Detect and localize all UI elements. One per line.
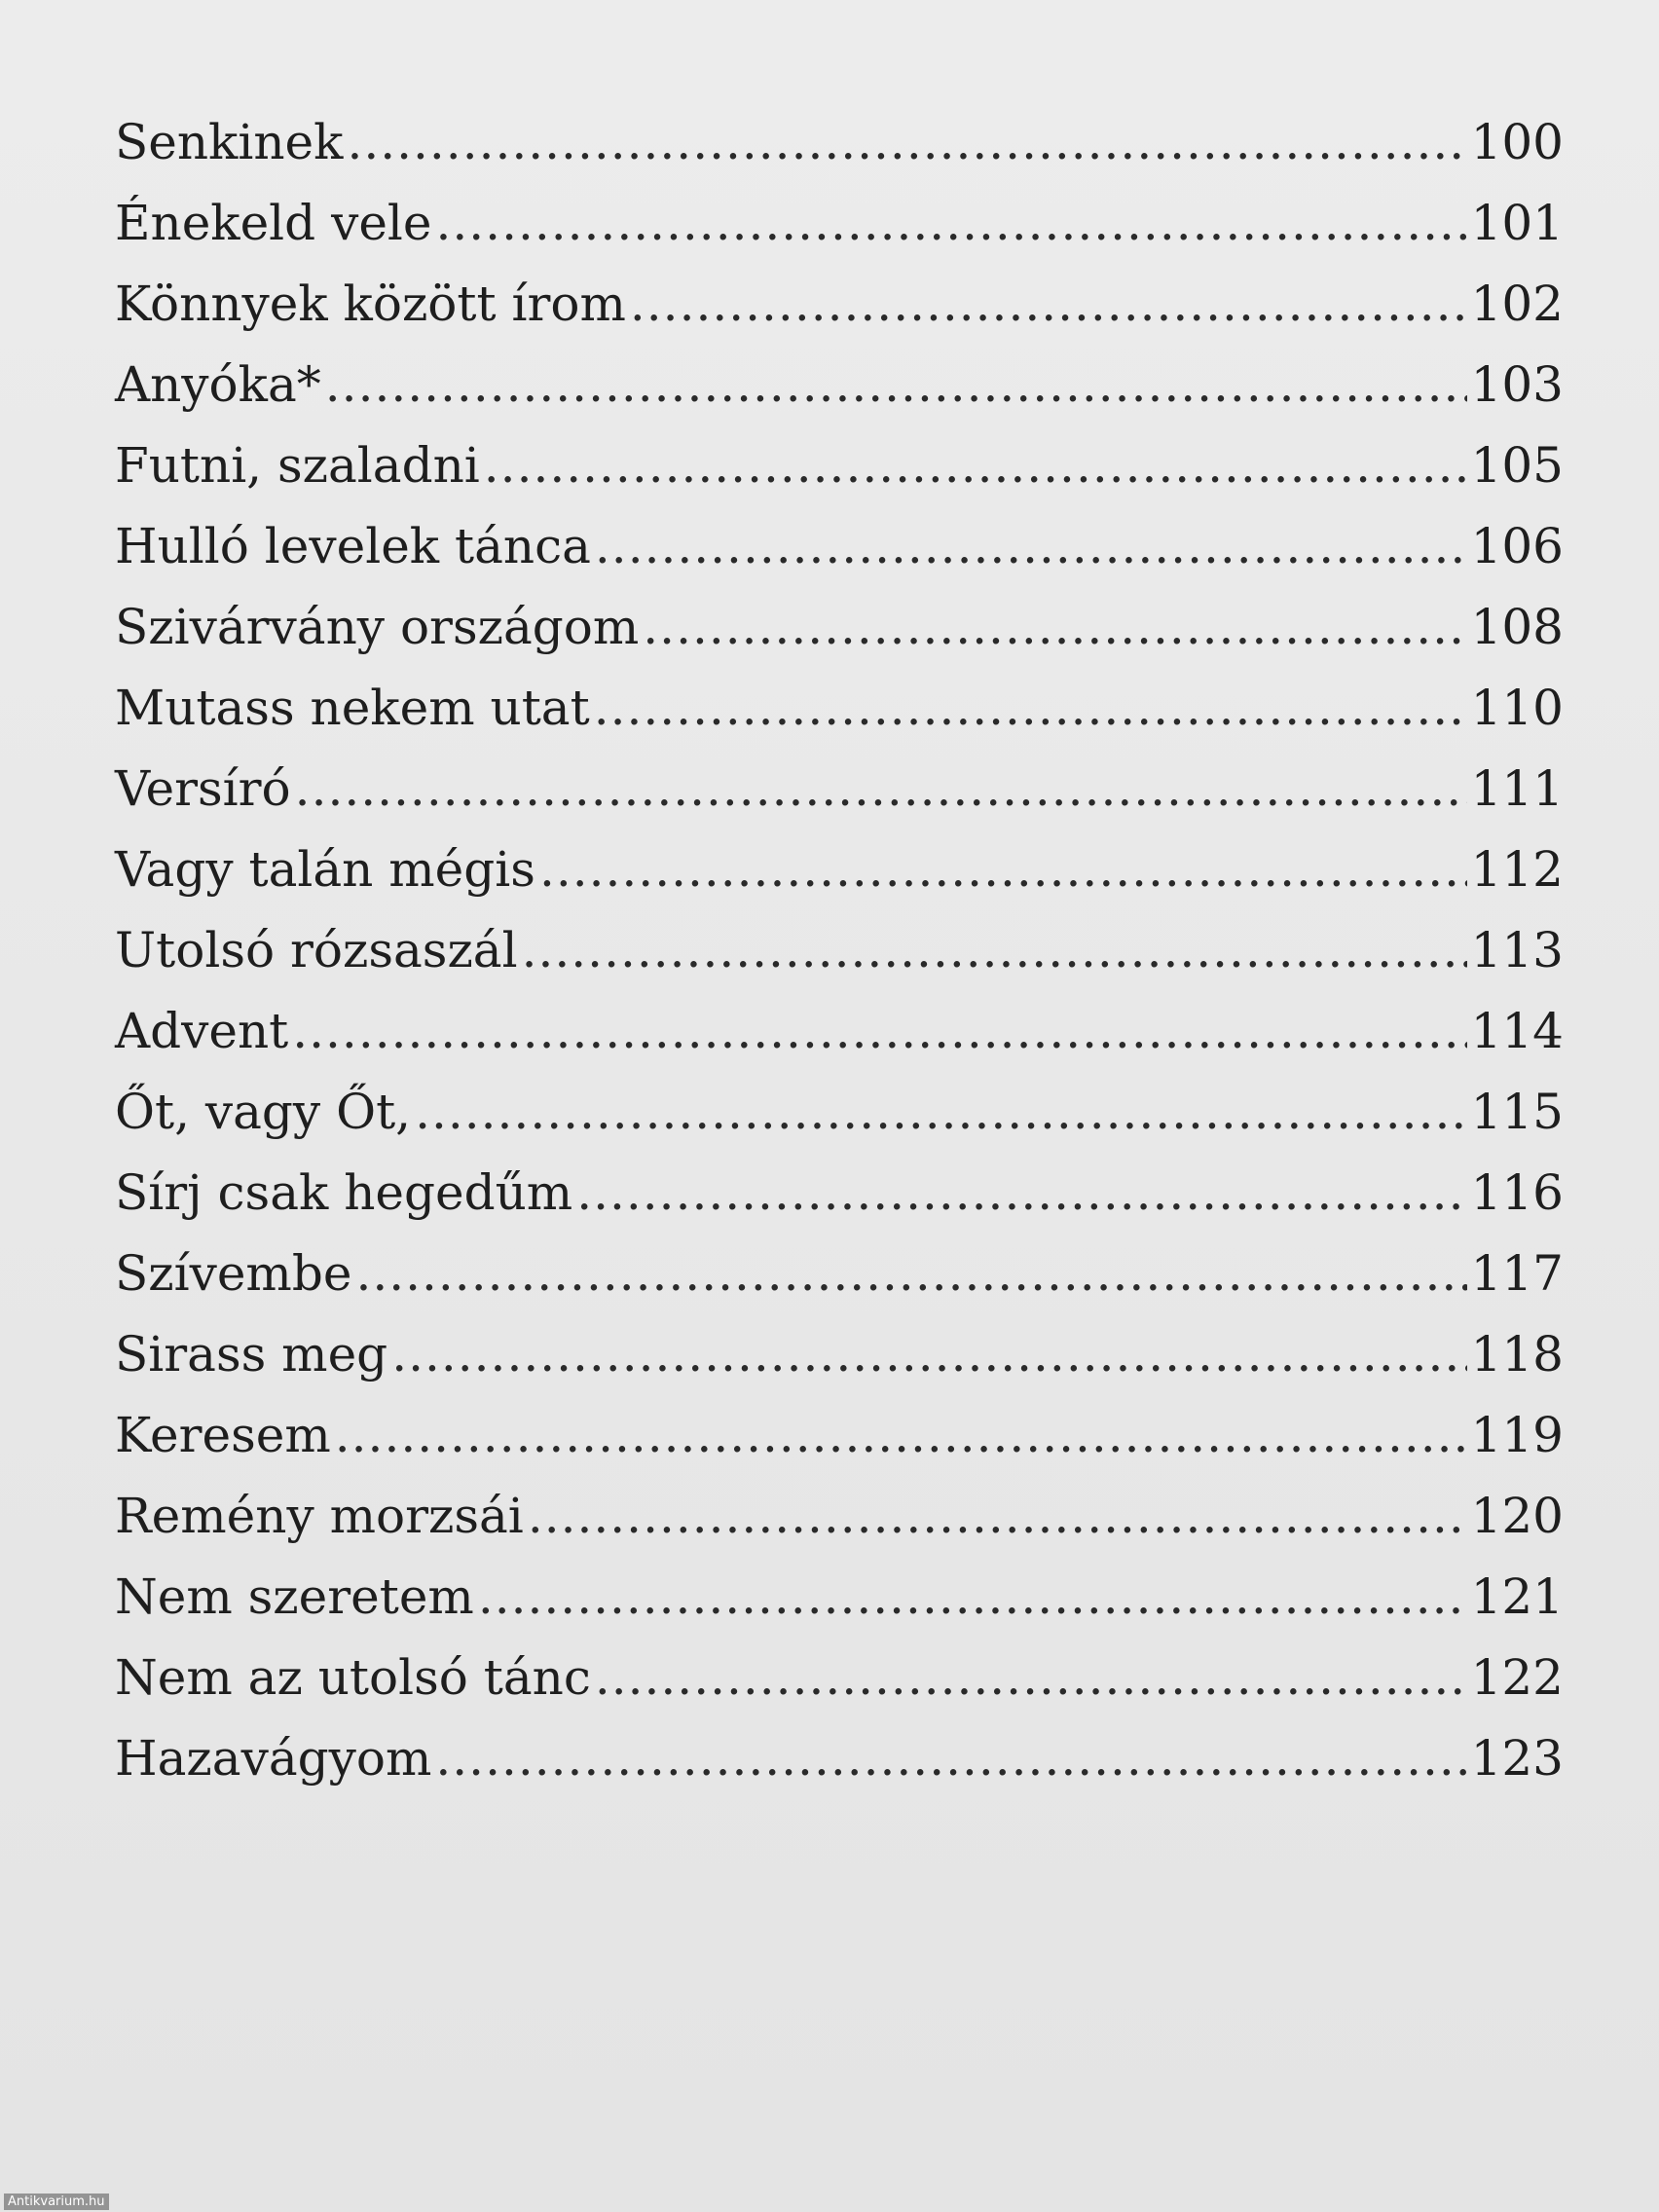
- toc-entry-page-number: 111: [1470, 760, 1564, 817]
- toc-entry-title: Utolsó rózsaszál: [115, 922, 518, 978]
- toc-entry: [115, 1153, 1564, 1234]
- toc-entry-page-number: 123: [1470, 1730, 1564, 1787]
- toc-entry-page-number: 115: [1470, 1084, 1564, 1140]
- toc-entry: [115, 1557, 1564, 1638]
- toc-entry-title: Senkinek: [115, 114, 344, 170]
- toc-entry: [115, 183, 1564, 264]
- toc-entry: [115, 1718, 1564, 1799]
- toc-leader-dots: [576, 1153, 1466, 1234]
- toc-entry-title: Vagy talán mégis: [115, 841, 535, 898]
- toc-leader-dots: [415, 1072, 1467, 1153]
- toc-leader-dots: [478, 1557, 1467, 1638]
- toc-entry-page-number: 100: [1470, 114, 1564, 170]
- toc-entry-title: Könnyek között írom: [115, 276, 626, 332]
- toc-entry-page-number: 108: [1470, 599, 1564, 655]
- toc-entry-page-number: 102: [1470, 276, 1564, 332]
- toc-entry: [115, 1395, 1564, 1476]
- toc-entry: [115, 345, 1564, 425]
- toc-entry-page-number: 114: [1470, 1003, 1564, 1059]
- toc-entry-title: Nem az utolsó tánc: [115, 1649, 591, 1706]
- watermark: Antikvarium.hu: [4, 2194, 109, 2210]
- toc-entry-title: Hulló levelek tánca: [115, 518, 591, 574]
- toc-entry-page-number: 120: [1470, 1488, 1564, 1544]
- toc-entry: [115, 749, 1564, 830]
- toc-leader-dots: [528, 1476, 1467, 1557]
- toc-entry-page-number: 105: [1470, 437, 1564, 494]
- toc-leader-dots: [484, 425, 1467, 506]
- toc-entry-title: Sirass meg: [115, 1326, 388, 1382]
- toc-entry-page-number: 112: [1470, 841, 1564, 898]
- toc-entry-page-number: 121: [1470, 1568, 1564, 1625]
- toc-entry-page-number: 110: [1470, 680, 1564, 736]
- toc-entry-title: Anyóka*: [115, 356, 321, 413]
- toc-entry-page-number: 103: [1470, 356, 1564, 413]
- toc-entry-page-number: 118: [1470, 1326, 1564, 1382]
- toc-entry-title: Remény morzsái: [115, 1488, 524, 1544]
- toc-entry: [115, 668, 1564, 749]
- toc-entry-title: Énekeld vele: [115, 195, 432, 251]
- toc-leader-dots: [292, 991, 1466, 1072]
- toc-leader-dots: [436, 183, 1467, 264]
- toc-entry-title: Mutass nekem utat: [115, 680, 590, 736]
- toc-leader-dots: [295, 749, 1467, 830]
- toc-entry: [115, 1234, 1564, 1314]
- toc-leader-dots: [594, 668, 1467, 749]
- toc-entry-title: Őt, vagy Őt,: [115, 1084, 412, 1140]
- toc-leader-dots: [595, 506, 1467, 587]
- toc-leader-dots: [347, 102, 1466, 183]
- toc-leader-dots: [539, 830, 1467, 910]
- toc-leader-dots: [355, 1234, 1466, 1314]
- toc-leader-dots: [435, 1718, 1466, 1799]
- toc-entry: [115, 1476, 1564, 1557]
- toc-leader-dots: [630, 264, 1467, 345]
- toc-entry-page-number: 122: [1470, 1649, 1564, 1706]
- toc-leader-dots: [643, 587, 1466, 668]
- toc-entry-page-number: 106: [1470, 518, 1564, 574]
- table-of-contents: [115, 102, 1564, 1799]
- toc-entry-title: Hazavágyom: [115, 1730, 432, 1787]
- toc-entry-title: Versíró: [115, 760, 291, 817]
- toc-entry: [115, 506, 1564, 587]
- toc-entry-page-number: 116: [1470, 1164, 1564, 1221]
- toc-entry-title: Nem szeretem: [115, 1568, 474, 1625]
- toc-entry-title: Keresem: [115, 1407, 331, 1463]
- toc-entry: [115, 587, 1564, 668]
- toc-leader-dots: [325, 345, 1467, 425]
- toc-leader-dots: [522, 910, 1467, 991]
- toc-entry: [115, 1314, 1564, 1395]
- toc-entry: [115, 102, 1564, 183]
- toc-entry-title: Sírj csak hegedűm: [115, 1164, 573, 1221]
- toc-entry-page-number: 101: [1470, 195, 1564, 251]
- toc-leader-dots: [595, 1638, 1467, 1718]
- toc-entry: [115, 264, 1564, 345]
- toc-leader-dots: [335, 1395, 1467, 1476]
- toc-entry-page-number: 117: [1470, 1245, 1564, 1302]
- toc-entry: [115, 1072, 1564, 1153]
- toc-entry-page-number: 113: [1470, 922, 1564, 978]
- toc-entry: [115, 1638, 1564, 1718]
- toc-entry-page-number: 119: [1470, 1407, 1564, 1463]
- toc-leader-dots: [391, 1314, 1466, 1395]
- toc-entry-title: Advent: [115, 1003, 289, 1059]
- toc-entry-title: Futni, szaladni: [115, 437, 480, 494]
- toc-entry-title: Szívembe: [115, 1245, 352, 1302]
- toc-entry: [115, 991, 1564, 1072]
- toc-entry: [115, 425, 1564, 506]
- toc-entry-title: Szivárvány országom: [115, 599, 640, 655]
- toc-entry: [115, 830, 1564, 910]
- toc-entry: [115, 910, 1564, 991]
